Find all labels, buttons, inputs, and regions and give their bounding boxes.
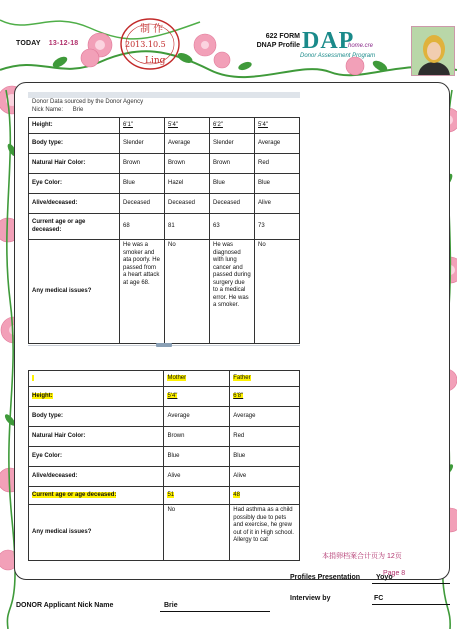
table-row xyxy=(29,467,300,487)
table-cell xyxy=(165,134,210,154)
cell-text: Alive xyxy=(167,472,181,479)
stamp-text-name: Ling xyxy=(145,56,166,66)
cell-text: 81 xyxy=(168,222,175,229)
grandparents-table xyxy=(28,117,300,344)
cell-text: No xyxy=(168,242,176,248)
table-cell xyxy=(165,194,210,214)
parents-table xyxy=(28,370,300,561)
table-cell xyxy=(210,118,255,134)
cell-text: 5'4" xyxy=(258,121,268,128)
row-label-text: Any medical issues? xyxy=(32,528,92,535)
cell-text: Deceased xyxy=(123,199,151,206)
row-label-text: Eye Color: xyxy=(32,452,63,459)
cell-text: Brown xyxy=(168,159,186,166)
cell-text: Red xyxy=(258,159,270,166)
cell-text: He was a smoker and ata poorly. He passed from a heart attack at age 68. xyxy=(123,242,160,286)
table-cell xyxy=(230,407,300,427)
table-row xyxy=(29,134,300,154)
table-cell xyxy=(164,447,230,467)
cell-text: 5'4" xyxy=(167,392,178,399)
table-cell xyxy=(255,118,300,134)
cell-text: 6'8" xyxy=(233,392,244,399)
cell-text: Red xyxy=(233,432,245,439)
table-row xyxy=(29,387,300,407)
table-cell xyxy=(165,154,210,174)
table-cell xyxy=(164,387,230,407)
header-cell xyxy=(29,371,164,387)
cell-text: 5'4" xyxy=(168,121,178,128)
table-row xyxy=(29,174,300,194)
dap-logo-site: home.cre xyxy=(348,43,374,49)
applicant-label: DONOR Applicant Nick Name xyxy=(16,602,114,609)
table-cell xyxy=(210,214,255,240)
cell-text: 51 xyxy=(167,491,175,498)
table-row xyxy=(29,427,300,447)
table-cell xyxy=(210,154,255,174)
row-label xyxy=(29,467,164,487)
table-cell xyxy=(164,505,230,561)
table-cell xyxy=(210,240,255,344)
form-title-line1: 622 FORM xyxy=(265,33,300,40)
row-label xyxy=(29,407,164,427)
profiles-label: Profiles Presentation xyxy=(290,574,361,581)
table-cell xyxy=(120,118,165,134)
row-label xyxy=(29,487,164,505)
cell-text: Average xyxy=(167,412,190,419)
table-cell xyxy=(230,505,300,561)
cell-text: Blue xyxy=(258,179,271,186)
dap-logo: DAP xyxy=(302,28,355,54)
profiles-value: Yoyo xyxy=(376,574,393,581)
stamp-text-top: 制 作 xyxy=(140,24,164,35)
table-cell xyxy=(230,487,300,505)
table-cell xyxy=(164,427,230,447)
table-cell xyxy=(120,214,165,240)
table-row xyxy=(29,118,300,134)
cell-text: Deceased xyxy=(168,199,196,206)
row-label-text: Natural Hair Color: xyxy=(32,432,86,439)
table-cell xyxy=(165,174,210,194)
date-header xyxy=(16,40,78,47)
table-cell xyxy=(210,174,255,194)
table-cell xyxy=(230,467,300,487)
page-count-note: 本捐卵档案合计页为 12页 xyxy=(322,553,402,560)
header-text xyxy=(32,375,34,381)
nick-name-value: Brie xyxy=(72,107,84,113)
cell-text: Blue xyxy=(167,452,180,459)
table-cell xyxy=(255,134,300,154)
table-cell xyxy=(230,427,300,447)
applicant-underline xyxy=(160,611,270,612)
form-title xyxy=(240,32,300,50)
table-row xyxy=(29,487,300,505)
cell-text: Average xyxy=(233,412,256,419)
cell-text: Average xyxy=(168,139,191,146)
header-text: Mother xyxy=(167,374,187,381)
table-row xyxy=(29,240,300,344)
table-cell xyxy=(230,447,300,467)
dap-logo-subtitle: Donor Assessment Program xyxy=(300,53,376,59)
scan-strip xyxy=(28,92,300,98)
scroll-handle-icon[interactable] xyxy=(156,343,172,347)
applicant-value: Brie xyxy=(164,602,178,609)
table-cell xyxy=(210,194,255,214)
table-cell xyxy=(255,214,300,240)
row-label xyxy=(29,427,164,447)
table-cell xyxy=(164,407,230,427)
row-label-text: Current age or age deceased: xyxy=(32,491,117,498)
table-cell xyxy=(164,467,230,487)
table-row xyxy=(29,214,300,240)
cell-text: Blue xyxy=(123,179,136,186)
nick-name-label: Nick Name: xyxy=(32,107,64,113)
table-cell xyxy=(164,487,230,505)
form-title-line2: DNAP Profile xyxy=(256,42,300,49)
table-cell xyxy=(120,240,165,344)
table-row xyxy=(29,154,300,174)
row-label: Eye Color: xyxy=(29,174,120,194)
cell-text: 6'2" xyxy=(213,121,223,128)
cell-text: Brown xyxy=(123,159,141,166)
cell-text: Brown xyxy=(213,159,231,166)
date-value: 13-12-18 xyxy=(48,40,79,47)
cell-text: 68 xyxy=(123,222,130,229)
row-label xyxy=(29,387,164,407)
interview-underline xyxy=(372,604,450,605)
table-cell xyxy=(165,240,210,344)
row-label xyxy=(29,447,164,467)
row-label: Current age or age deceased: xyxy=(29,214,120,240)
table-row xyxy=(29,447,300,467)
nick-name-line xyxy=(32,107,83,113)
table-row xyxy=(29,505,300,561)
row-label-text: Height: xyxy=(32,392,53,399)
table-cell xyxy=(230,387,300,407)
row-label: Body type: xyxy=(29,134,120,154)
donor-photo-icon xyxy=(411,26,455,76)
table-cell xyxy=(165,214,210,240)
table-row xyxy=(29,194,300,214)
table-cell xyxy=(120,134,165,154)
table-cell xyxy=(120,154,165,174)
table-cell xyxy=(165,118,210,134)
page-number: Page 8 xyxy=(383,570,406,577)
cell-text: 73 xyxy=(258,222,265,229)
source-line: Donor Data sourced by the Donor Agency xyxy=(32,99,144,105)
row-label: Alive/deceased: xyxy=(29,194,120,214)
row-label-text: Body type: xyxy=(32,412,64,419)
cell-text: No xyxy=(258,242,266,248)
row-label-text: Alive/deceased: xyxy=(32,472,78,479)
row-label: Natural Hair Color: xyxy=(29,154,120,174)
table-cell xyxy=(210,134,255,154)
table-cell xyxy=(255,174,300,194)
table-cell xyxy=(255,154,300,174)
table-row xyxy=(29,407,300,427)
interview-label: Interview by xyxy=(290,595,331,602)
cell-text: Brown xyxy=(167,432,185,439)
cell-text: Blue xyxy=(233,452,246,459)
header-cell xyxy=(230,371,300,387)
stamp-text-date: 2013.10.5 xyxy=(125,40,166,49)
cell-text: Had asthma as a child possibly due to pets and exercise, he grew out of it in High school. Allergy to cat xyxy=(233,507,294,543)
interview-value: FC xyxy=(374,595,384,602)
cell-text: 48 xyxy=(233,491,240,498)
cell-text: Alive xyxy=(233,472,247,479)
cell-text: Hazel xyxy=(168,179,184,186)
table-header-row xyxy=(29,371,300,387)
cell-text: Slender xyxy=(123,139,144,146)
cell-text: Average xyxy=(258,139,281,146)
header-cell xyxy=(164,371,230,387)
table-cell xyxy=(120,174,165,194)
row-label xyxy=(29,505,164,561)
table-cell xyxy=(255,194,300,214)
cell-text: 6'1" xyxy=(123,121,133,128)
date-label: TODAY xyxy=(16,40,41,47)
cell-text: No xyxy=(167,507,176,513)
header-text: Father xyxy=(233,374,251,381)
table-cell xyxy=(255,240,300,344)
cell-text: Alive xyxy=(258,199,272,206)
row-label: Any medical issues? xyxy=(29,240,120,344)
cell-text: Deceased xyxy=(213,199,241,206)
table-cell xyxy=(120,194,165,214)
row-label: Height: xyxy=(29,118,120,134)
cell-text: Slender xyxy=(213,139,234,146)
cell-text: He was diagnosed with lung cancer and passed during surgery due to a medical error. He was a smoker. xyxy=(213,242,251,308)
cell-text: 63 xyxy=(213,222,220,229)
cell-text: Blue xyxy=(213,179,226,186)
profiles-underline xyxy=(372,583,450,584)
